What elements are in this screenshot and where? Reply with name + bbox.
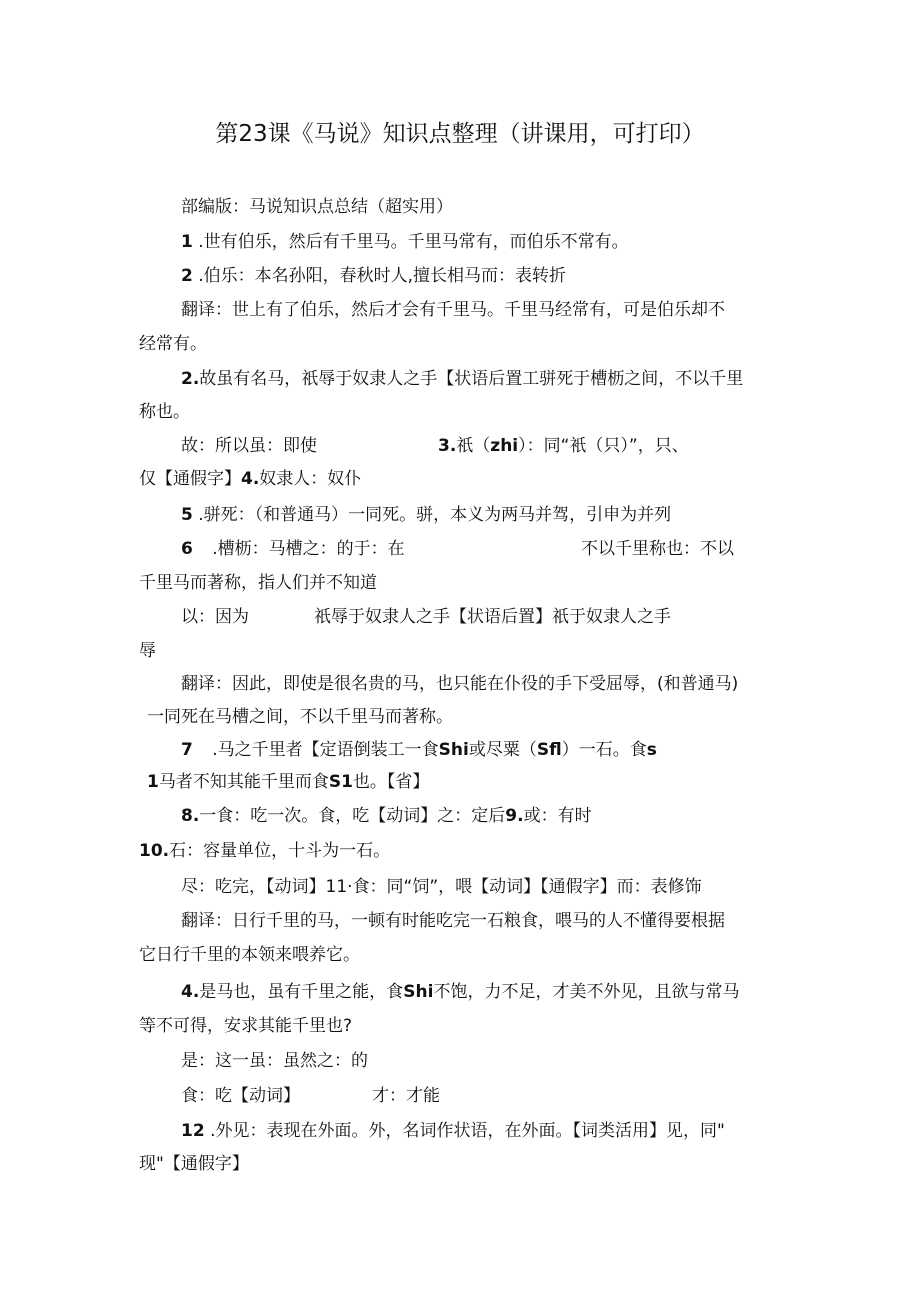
doc-line: 仅【通假字】4.奴隶人：奴仆 <box>139 469 362 489</box>
doc-line: 以：因为 <box>181 607 249 627</box>
doc-line: 4.是马也，虽有千里之能，食Shi不饱，力不足，才美不外见，且欲与常马 <box>181 982 740 1002</box>
doc-line: 现"【通假字】 <box>139 1154 249 1174</box>
doc-line: 10.石：容量单位，十斗为一石。 <box>139 841 391 861</box>
doc-line: 食：吃【动词】 <box>181 1086 300 1106</box>
doc-line: 等不可得，安求其能千里也? <box>139 1016 353 1036</box>
doc-line: 2 .伯乐：本名孙阳，春秋时人,擅长相马而：表转折 <box>181 266 567 286</box>
document-title: 第23课《马说》知识点整理（讲课用，可打印） <box>215 121 705 147</box>
doc-line: 祇辱于奴隶人之手【状语后置】祇于奴隶人之手 <box>314 607 671 627</box>
doc-line: 2.故虽有名马，祇辱于奴隶人之手【状语后置工骈死于槽枥之间，不以千里 <box>181 369 744 389</box>
doc-line: 辱 <box>139 641 156 661</box>
doc-line: 称也。 <box>139 402 190 422</box>
doc-line: 翻译：日行千里的马，一顿有时能吃完一石粮食，喂马的人不懂得要根据 <box>181 911 725 931</box>
doc-line: 3.祇（zhi）：同“衹（只）”，只、 <box>438 436 689 456</box>
doc-line: 一同死在马槽之间，不以千里马而著称。 <box>147 707 453 727</box>
doc-line: 12 .外见：表现在外面。外，名词作状语，在外面。【词类活用】见，同" <box>181 1121 725 1141</box>
doc-line: 8.一食：吃一次。食，吃【动词】之：定后9.或：有时 <box>181 806 592 826</box>
doc-line: 才：才能 <box>372 1086 440 1106</box>
doc-line: 经常有。 <box>139 334 207 354</box>
doc-line: 故：所以虽：即使 <box>181 436 317 456</box>
doc-line: 它日行千里的本领来喂养它。 <box>139 945 360 965</box>
doc-line: 翻译：世上有了伯乐，然后才会有千里马。千里马经常有，可是伯乐却不 <box>181 300 725 320</box>
doc-line: 1马者不知其能千里而食S1也。【省】 <box>147 772 430 792</box>
doc-line: 1 .世有伯乐，然后有千里马。千里马常有，而伯乐不常有。 <box>181 232 629 252</box>
doc-line: 5 .骈死：（和普通马）一同死。骈，本义为两马并驾，引申为并列 <box>181 505 672 525</box>
doc-line: 7 .马之千里者【定语倒装工一食Shi或尽粟（Sfl）一石。食s <box>181 740 657 760</box>
doc-line: 部编版：马说知识点总结（超实用） <box>181 197 453 217</box>
doc-line: 不以千里称也：不以 <box>581 539 734 559</box>
doc-line: 尽：吃完，【动词】11·食：同“饲”，喂【动词】【通假字】而：表修饰 <box>181 877 702 897</box>
doc-line: 千里马而著称，指人们并不知道 <box>139 573 377 593</box>
doc-line: 6 .槽枥：马槽之：的于：在 <box>181 539 405 559</box>
doc-line: 是：这一虽：虽然之：的 <box>181 1051 368 1071</box>
doc-line: 翻译：因此，即使是很名贵的马，也只能在仆役的手下受屈辱，(和普通马) <box>181 674 739 694</box>
